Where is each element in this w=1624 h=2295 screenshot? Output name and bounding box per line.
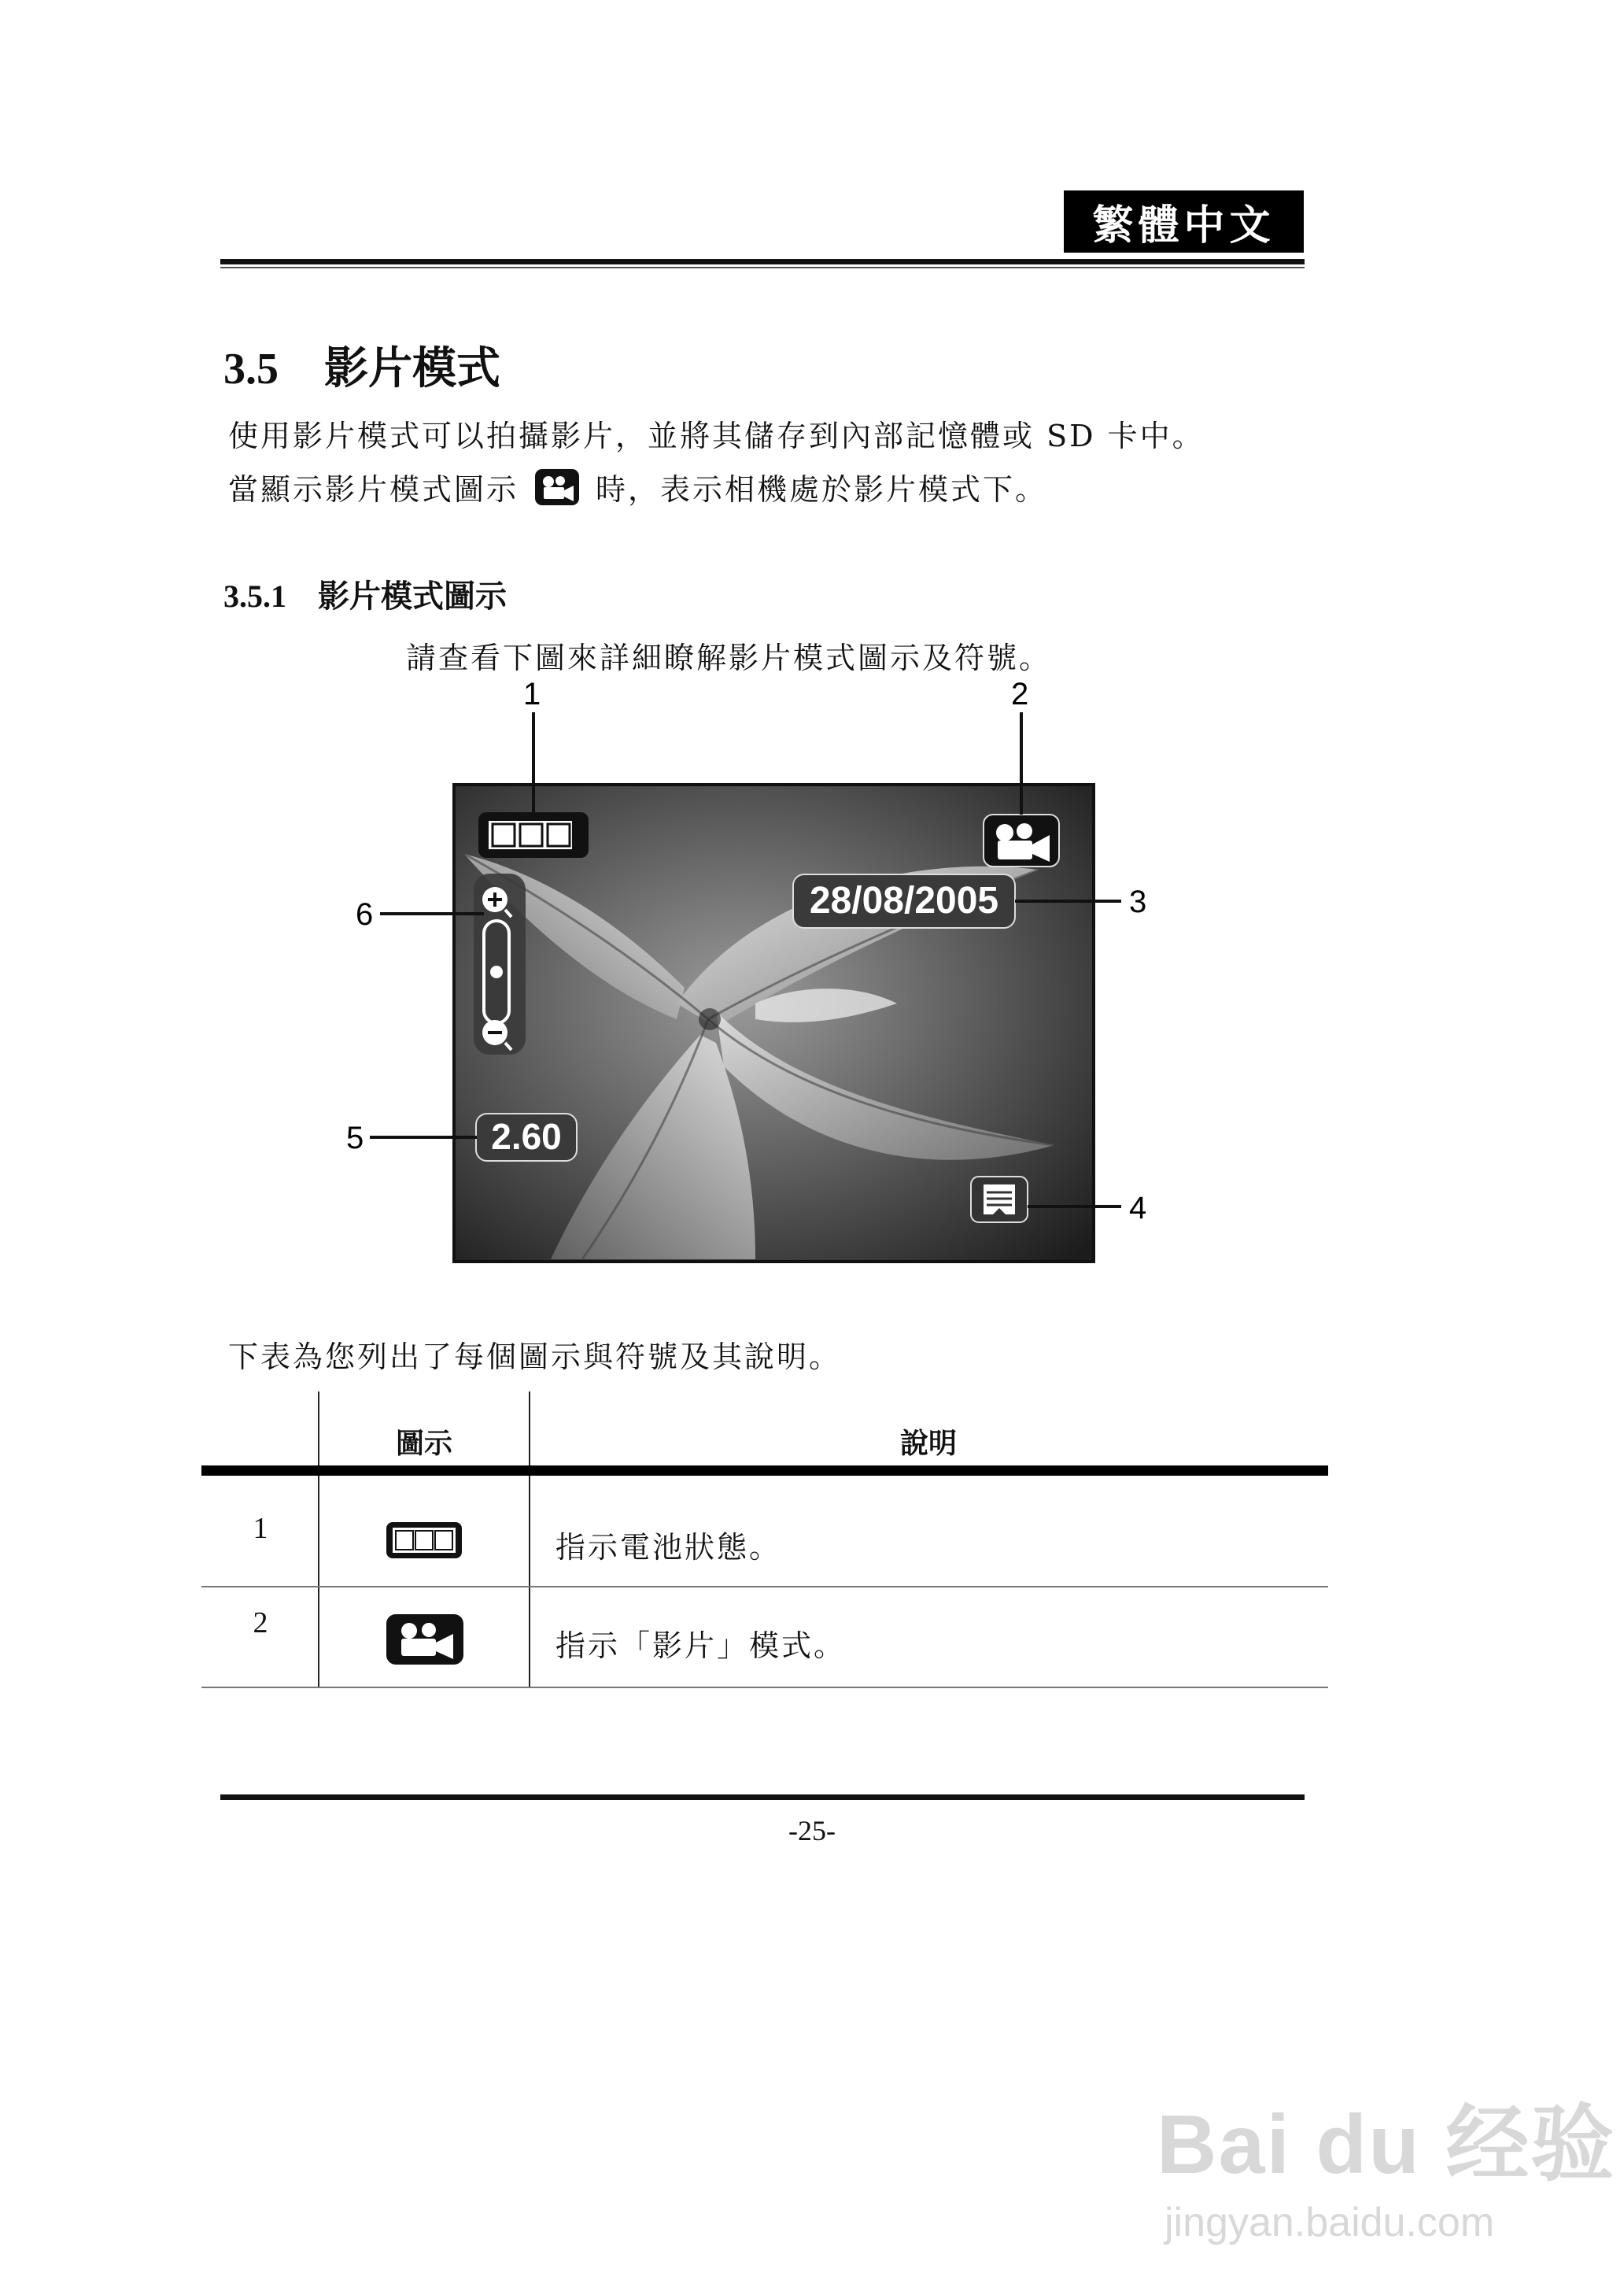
subsection-number: 3.5.1	[223, 578, 286, 614]
zoom-slider-knob	[490, 966, 503, 978]
header-rule	[220, 259, 1305, 264]
paragraph-2-start: 當顯示影片模式圖示	[228, 472, 519, 507]
date-stamp	[793, 874, 1015, 928]
language-tag: 繁體中文	[1064, 190, 1304, 253]
watermark-url: jingyan.baidu.com	[1164, 2200, 1495, 2245]
callout-6: 6	[356, 897, 374, 932]
footer-rule	[220, 1794, 1305, 1800]
header-rule-thin	[220, 267, 1305, 268]
page-number: -25-	[788, 1815, 836, 1846]
subsection-intro: 請查看下圖來詳細瞭解影片模式圖示及符號。	[406, 641, 1052, 675]
movie-camera-icon	[386, 1613, 464, 1665]
zoom-bar	[474, 874, 526, 1055]
table-row-2-desc: 指示「影片」模式。	[555, 1628, 847, 1663]
table-row-1-num: 1	[253, 1512, 268, 1545]
section-paragraph-1: 使用影片模式可以拍攝影片，並將其儲存到內部記憶體或 SD 卡中。	[228, 419, 1205, 453]
section-number: 3.5	[223, 345, 279, 394]
memory-card-icon	[971, 1177, 1028, 1222]
movie-camera-icon	[984, 815, 1059, 867]
table-row-2-num: 2	[253, 1606, 268, 1639]
table-bottom-rule	[201, 1687, 1328, 1688]
callout-2: 2	[1011, 677, 1029, 711]
section-heading	[223, 334, 500, 397]
table-row-1-desc: 指示電池狀態。	[555, 1530, 782, 1565]
paragraph-2-end: 時，表示相機處於影片模式下。	[596, 472, 1048, 507]
battery-icon	[478, 812, 589, 858]
date-text: 28/08/2005	[809, 880, 999, 922]
subsection-heading	[223, 571, 507, 616]
zoom-value-text: 2.60	[491, 1116, 562, 1157]
subsection-title: 影片模式圖示	[318, 578, 507, 615]
watermark-brand: Bai du 经验	[1157, 2098, 1616, 2191]
callout-5: 5	[346, 1121, 364, 1155]
table-header-icon: 圖示	[395, 1427, 452, 1460]
callout-4: 4	[1129, 1191, 1147, 1225]
callout-3: 3	[1129, 885, 1147, 919]
table-header-desc: 說明	[899, 1427, 957, 1460]
zoom-value-badge	[476, 1114, 577, 1161]
movie-mode-screen-figure	[346, 673, 1227, 1287]
callout-1: 1	[523, 677, 541, 711]
baidu-watermark	[1157, 2078, 1615, 2246]
table-header-rule	[201, 1465, 1328, 1476]
table-row-rule	[201, 1586, 1328, 1587]
table-intro: 下表為您列出了每個圖示與符號及其說明。	[228, 1340, 842, 1374]
section-paragraph-2	[228, 468, 1047, 506]
battery-icon	[386, 1521, 464, 1560]
section-title: 影片模式	[324, 342, 500, 394]
movie-camera-icon	[534, 468, 580, 506]
